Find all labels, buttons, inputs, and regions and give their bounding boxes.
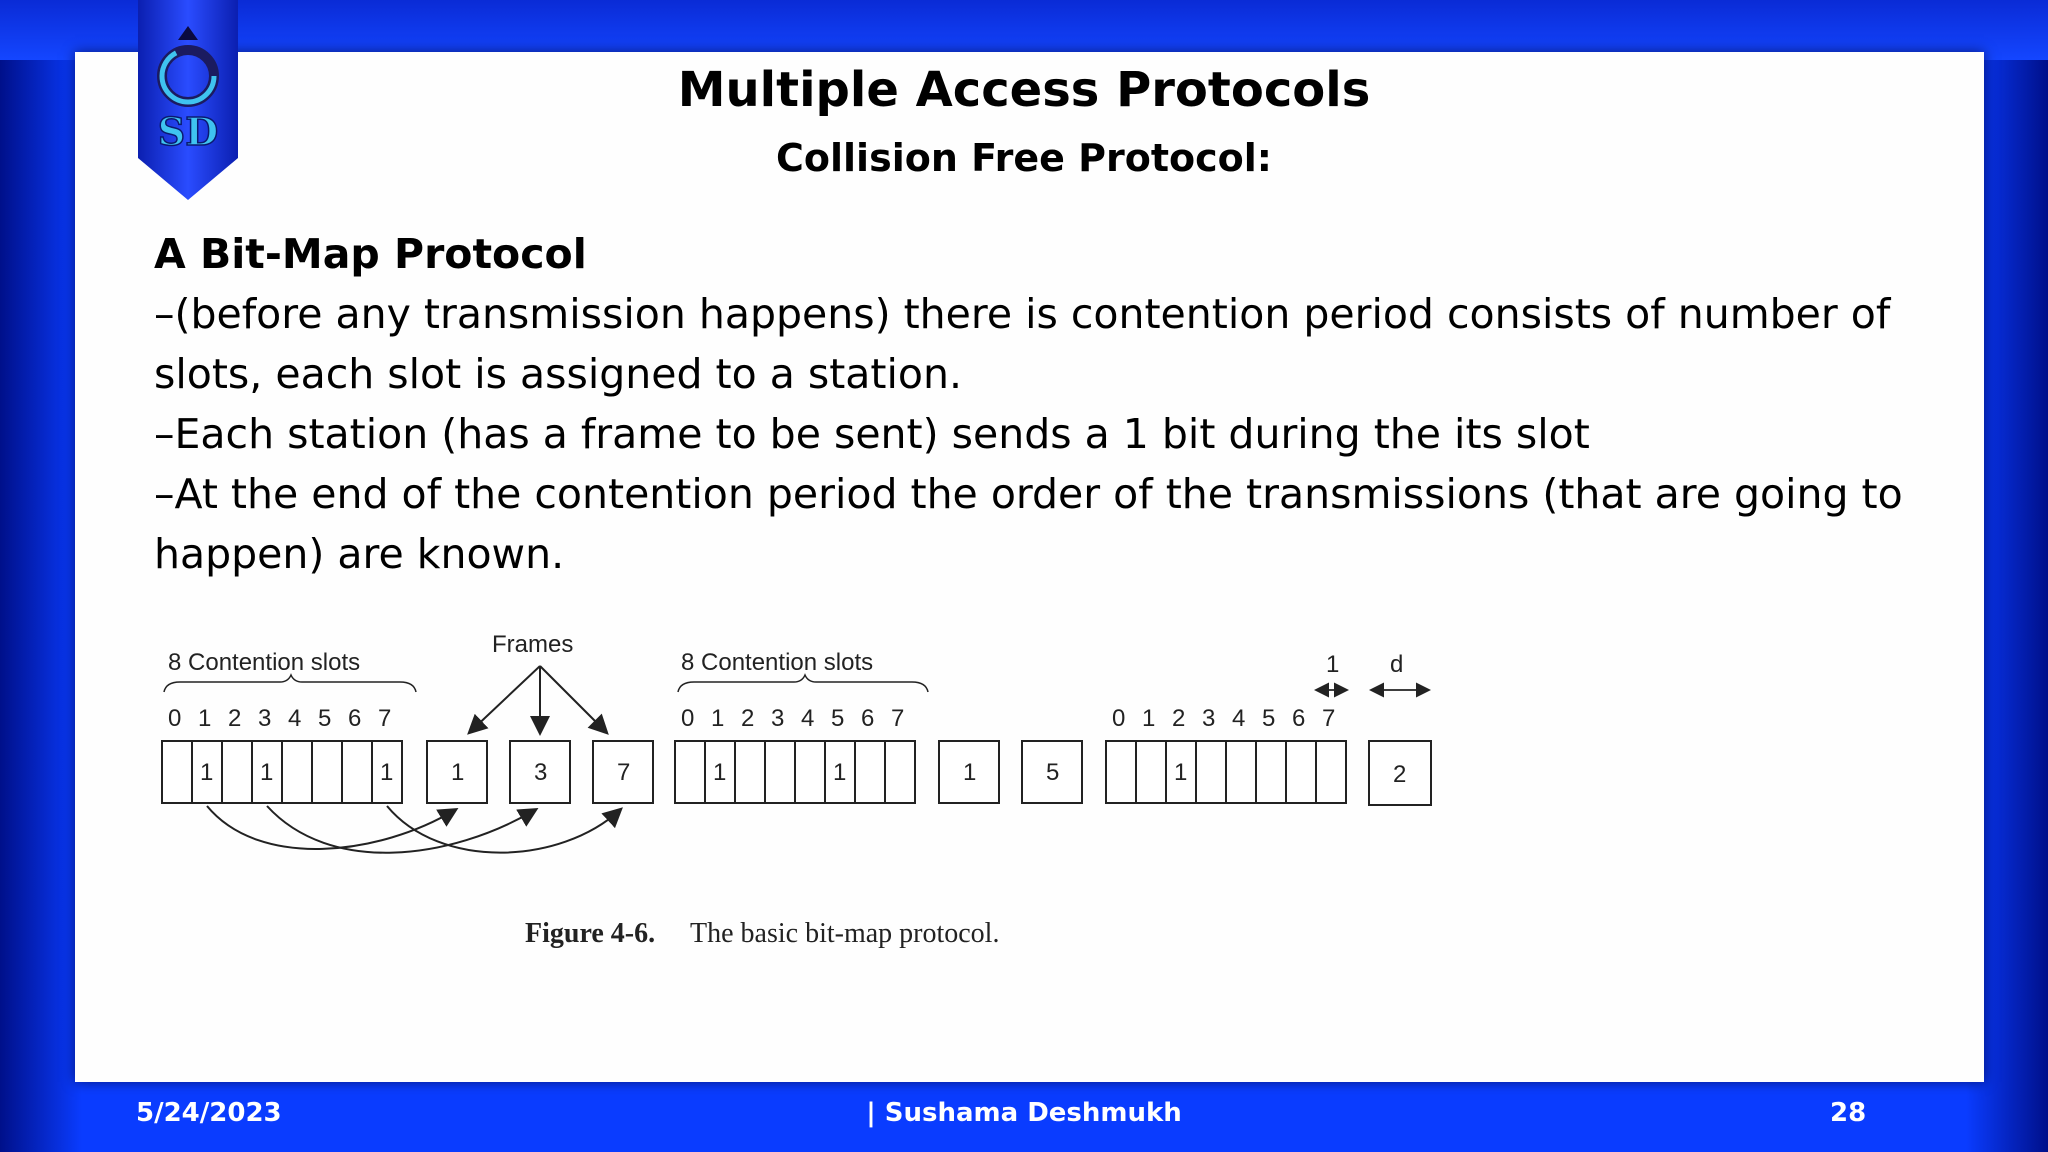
svg-text:1: 1: [200, 759, 214, 786]
svg-text:4: 4: [801, 705, 815, 732]
slot-numbers-1: [168, 705, 391, 732]
svg-text:2: 2: [228, 705, 242, 732]
figure-caption-text: The basic bit-map protocol.: [690, 918, 1000, 949]
svg-text:4: 4: [1232, 705, 1246, 732]
svg-text:2: 2: [741, 705, 755, 732]
logo-text: SD: [157, 109, 219, 154]
contention-slots-3: [1106, 741, 1346, 803]
slot-numbers-2: [681, 705, 904, 732]
bullet-2: –Each station (has a frame to be sent) sends a 1 bit during the its slot: [154, 410, 1590, 458]
slot-width-label: 1: [1326, 651, 1340, 678]
svg-text:3: 3: [771, 705, 785, 732]
frames-2: [939, 741, 1082, 803]
bullet-3: –At the end of the contention period the order of the transmissions (that are going to happen) are known.: [154, 470, 1903, 578]
frame-7: 7: [617, 759, 631, 786]
frames-label: Frames: [492, 631, 574, 658]
svg-text:1: 1: [711, 705, 725, 732]
slide-title: Multiple Access Protocols: [677, 62, 1371, 118]
svg-text:1: 1: [713, 759, 727, 786]
svg-text:0: 0: [681, 705, 695, 732]
contention-slots-2: [675, 741, 915, 803]
svg-text:6: 6: [348, 705, 362, 732]
svg-text:2: 2: [1172, 705, 1186, 732]
footer-date: 5/24/2023: [136, 1098, 282, 1128]
svg-text:6: 6: [861, 705, 875, 732]
frame-2: 2: [1393, 761, 1407, 788]
svg-text:1: 1: [380, 759, 394, 786]
svg-text:3: 3: [258, 705, 272, 732]
bullet-1: –(before any transmission happens) there is contention period consists of number of slots, each slot is assigned to a station.: [154, 290, 1891, 398]
frame-1: 1: [451, 759, 465, 786]
contention-bits-3: [1174, 759, 1187, 786]
brace-2: [678, 675, 928, 692]
brace-1: [164, 675, 416, 692]
footer-page-number: 28: [1830, 1098, 1867, 1128]
frame-5: 5: [1046, 759, 1060, 786]
slide-subtitle: Collision Free Protocol:: [776, 136, 1272, 180]
svg-text:3: 3: [1202, 705, 1216, 732]
delay-label: d: [1390, 651, 1404, 678]
frame-3: 3: [534, 759, 548, 786]
svg-text:1: 1: [1174, 759, 1188, 786]
svg-text:1: 1: [198, 705, 212, 732]
slide-body: [154, 224, 1914, 584]
section-heading: A Bit-Map Protocol: [154, 230, 587, 278]
svg-text:0: 0: [1112, 705, 1126, 732]
svg-text:1: 1: [260, 759, 274, 786]
svg-text:7: 7: [891, 705, 905, 732]
svg-text:5: 5: [318, 705, 332, 732]
svg-text:6: 6: [1292, 705, 1306, 732]
frame-1b: 1: [963, 759, 977, 786]
slide-footer: [0, 1090, 2048, 1142]
slot-numbers-3: [1112, 705, 1335, 732]
order-arrows: [207, 806, 620, 853]
svg-text:1: 1: [833, 759, 847, 786]
svg-text:4: 4: [288, 705, 302, 732]
contention-label-2: 8 Contention slots: [681, 649, 874, 676]
contention-slots-1: [162, 741, 402, 803]
svg-text:5: 5: [1262, 705, 1276, 732]
svg-text:1: 1: [1142, 705, 1156, 732]
svg-text:0: 0: [168, 705, 182, 732]
bitmap-protocol-figure: [150, 620, 1450, 960]
figure-caption-number: Figure 4-6.: [525, 918, 656, 949]
svg-text:7: 7: [1322, 705, 1336, 732]
footer-author: | Sushama Deshmukh: [866, 1098, 1182, 1128]
svg-text:5: 5: [831, 705, 845, 732]
contention-label-1: 8 Contention slots: [168, 649, 361, 676]
svg-text:7: 7: [378, 705, 392, 732]
background-top: [0, 0, 2048, 60]
